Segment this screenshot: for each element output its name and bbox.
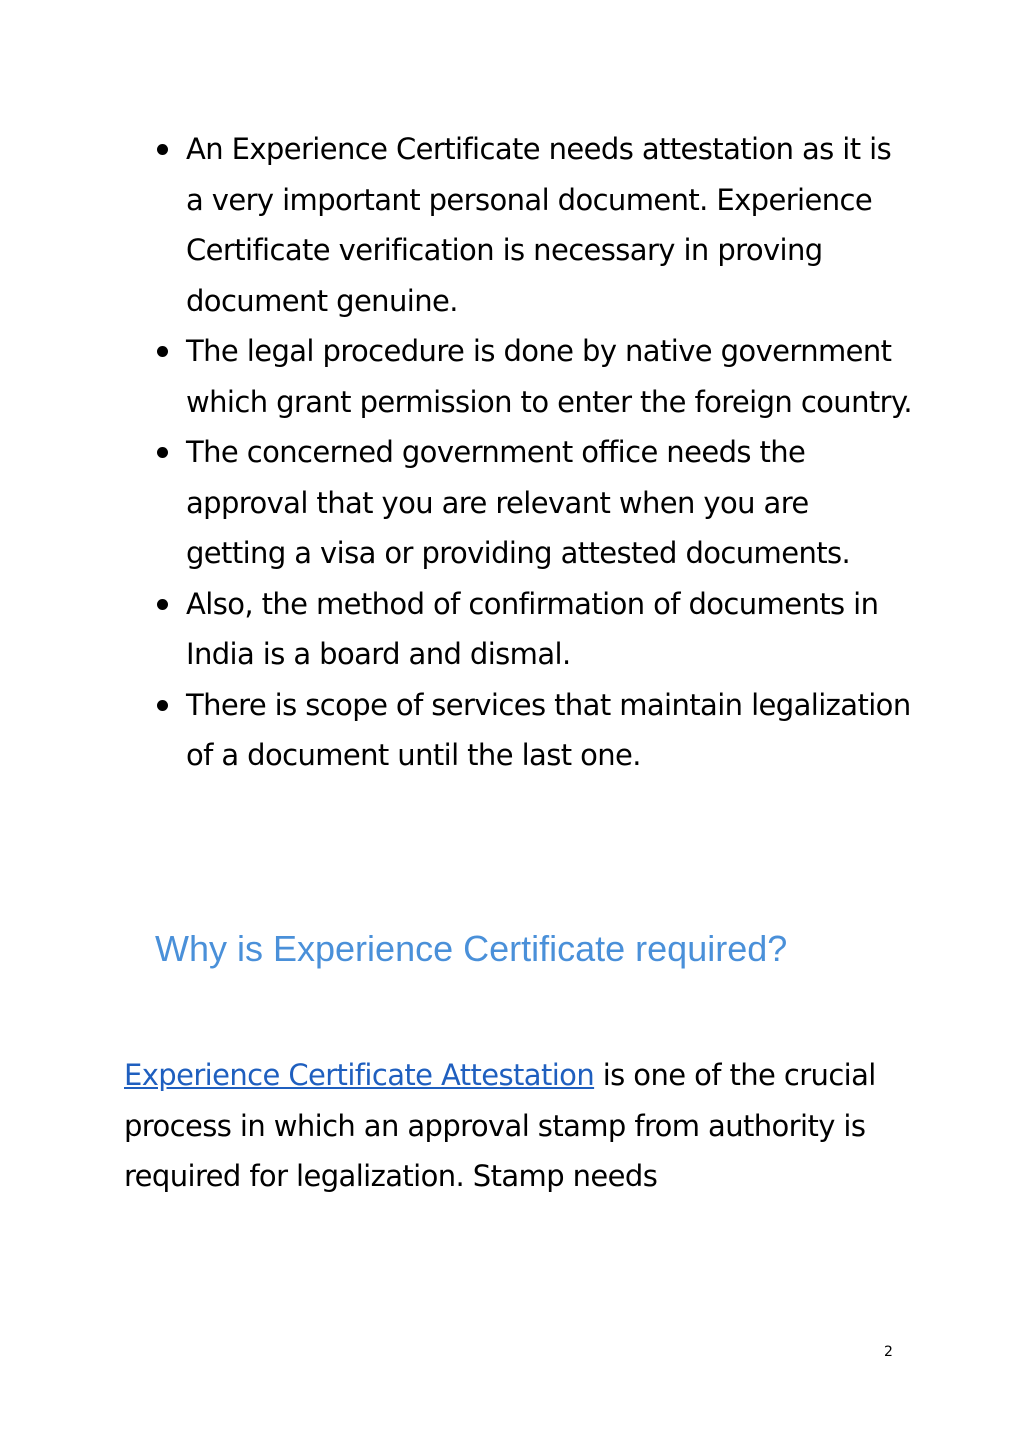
- body-paragraph: [124, 1050, 914, 1202]
- bullet-text: The concerned government office needs the approval that you are relevant when you are getting a visa or providing attested documents.: [186, 435, 851, 570]
- bullet-dot-icon: [157, 447, 168, 458]
- bullet-list: [155, 124, 915, 781]
- bullet-text: An Experience Certificate needs attestation as it is a very important personal document. Experience Certificate verification is necessary in proving document genuine.: [186, 132, 892, 318]
- bullet-item: [155, 124, 915, 326]
- bullet-dot-icon: [157, 599, 168, 610]
- bullet-text: There is scope of services that maintain legalization of a document until the last one.: [186, 687, 911, 772]
- bullet-dot-icon: [157, 144, 168, 155]
- bullet-text: The legal procedure is done by native government which grant permission to enter the foreign country.: [186, 334, 913, 419]
- bullet-item: [155, 326, 915, 427]
- attestation-link[interactable]: Experience Certificate Attestation: [124, 1058, 595, 1092]
- bullet-dot-icon: [157, 700, 168, 711]
- bullet-item: [155, 427, 915, 579]
- bullet-text: Also, the method of confirmation of documents in India is a board and dismal.: [186, 586, 879, 671]
- paragraph-text: is one of the crucial process in which an approval stamp from authority is required for legalization. Stamp needs: [124, 1058, 876, 1193]
- page-number: 2: [884, 1344, 893, 1360]
- bullet-dot-icon: [157, 346, 168, 357]
- section-heading: Why is Experience Certificate required?: [155, 928, 788, 969]
- bullet-item: [155, 680, 915, 781]
- bullet-item: [155, 579, 915, 680]
